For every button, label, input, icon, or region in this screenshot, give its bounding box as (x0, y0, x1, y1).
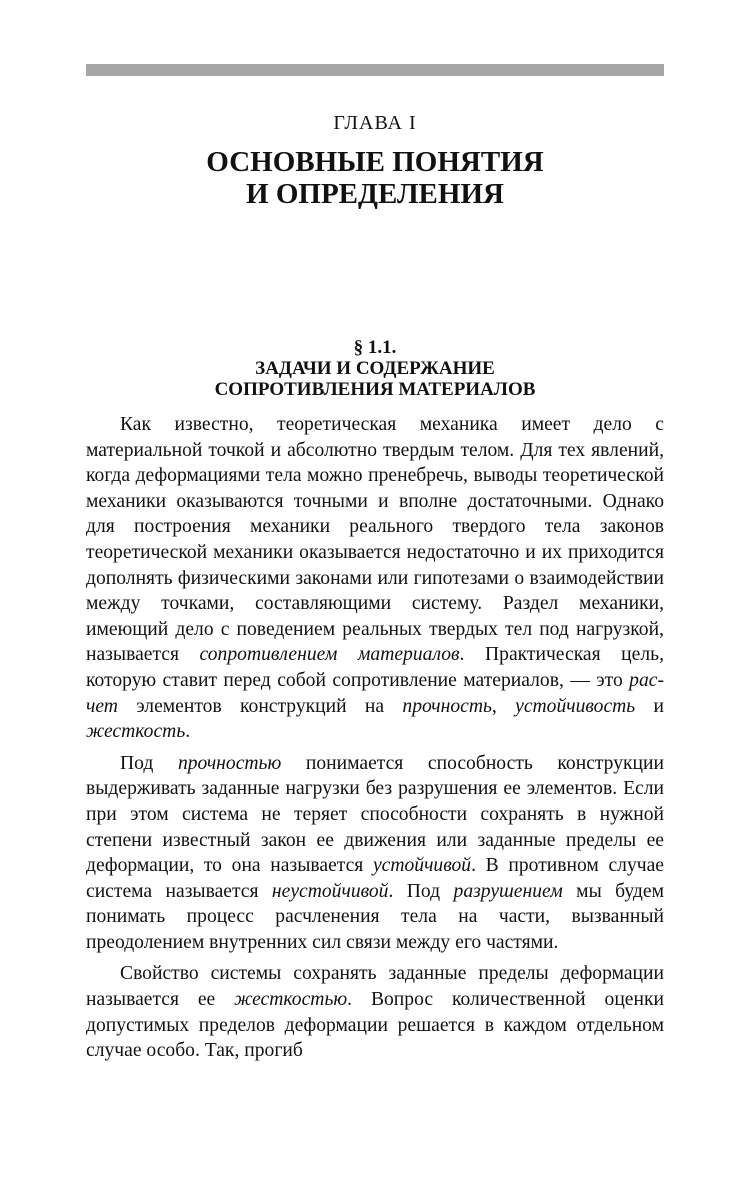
chapter-label: ГЛАВА I (333, 112, 417, 134)
section-title-line: СОПРОТИВЛЕНИЯ МАТЕРИАЛОВ (214, 379, 536, 400)
text-run: мы будем понимать процесс расчленения тела на части, вызванный преодолением внутренних сил связи между его частями. (86, 880, 664, 953)
italic-term: расчет (86, 669, 664, 717)
italic-term: жесткость (86, 721, 186, 743)
italic-term: жесткостью (234, 989, 348, 1011)
chapter-title-line: И ОПРЕДЕЛЕНИЯ (246, 178, 504, 210)
text-run: . Под (388, 880, 454, 902)
text-run: . Практическая цель, которую ставит перед собой сопротивление материалов, — это (86, 644, 664, 691)
text-run: и (635, 695, 665, 717)
paragraph (86, 961, 664, 1063)
text-run: . Вопрос количественной оценки допустимых пределов деформации решается в каждом отдельном случае особо. Так, прогиб (86, 989, 664, 1062)
italic-term: разрушением (453, 880, 563, 902)
text-run: элементов конструкций на (117, 695, 403, 717)
body-text (86, 412, 664, 1070)
chapter-title-line: ОСНОВНЫЕ ПОНЯТИЯ (206, 146, 544, 178)
section-title-line: ЗАДАЧИ И СОДЕРЖАНИЕ (255, 358, 495, 379)
italic-term: устойчивость (515, 695, 636, 717)
italic-term: неустойчивой (271, 880, 389, 902)
text-run: Под (120, 752, 178, 774)
text-run: . (185, 721, 191, 743)
text-run: Свойство системы сохранять заданные пределы деформации называется ее (86, 963, 664, 1011)
text-run: понимается способность конструкции выдерживать заданные нагрузки без разрушения ее элементов. Если при этом система не теряет способности сохранять в нужной степени известный закон ее движения или заданные пределы ее деформации, то она называется (86, 752, 664, 877)
italic-term: устойчивой (372, 855, 472, 877)
text-run: Как известно, теоретическая механика имеет дело с материальной точкой и абсолютно твердым телом. Для тех явлений, когда деформациями тела можно пренебречь, выводы теоретической механики оказываются точными и вполне достаточными. Однако для построения механики реального твердого тела законов теоретической механики оказывается недостаточно и их приходится дополнять физическими законами или гипотезами о взаимодействии между точками, составляющими систему. Раздел механики, имеющий дело с поведением реальных твердых тел под нагрузкой, называется (86, 414, 664, 666)
paragraph (86, 751, 664, 956)
italic-term: сопротивлением материалов (199, 644, 460, 666)
italic-term: прочностью (177, 752, 282, 774)
text-run: . В противном случае система называется (86, 855, 664, 902)
section-number: § 1.1. (353, 337, 397, 358)
top-rule (86, 64, 664, 76)
section-heading (86, 337, 664, 400)
paragraph (86, 412, 664, 745)
italic-term: прочность (402, 695, 492, 717)
text-run: , (491, 695, 516, 717)
chapter-title (86, 146, 664, 210)
